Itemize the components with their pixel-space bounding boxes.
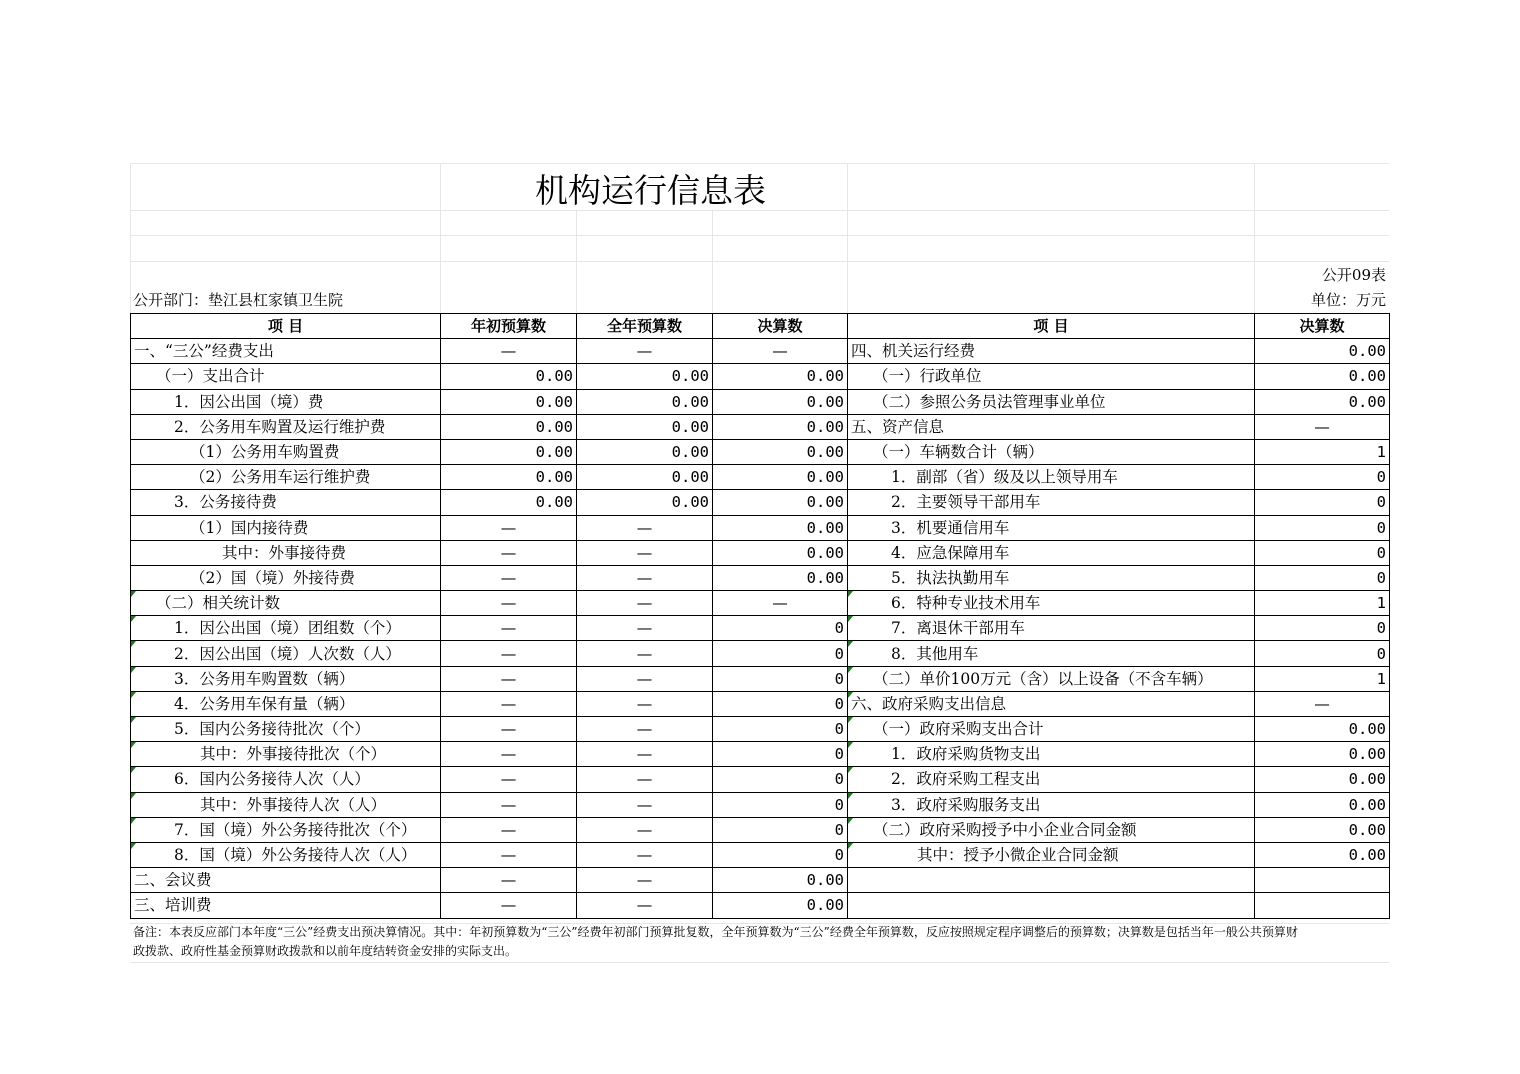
row-initial-budget: —	[441, 666, 577, 691]
row-initial-budget: 0.00	[441, 490, 577, 515]
row-annual-budget: —	[577, 540, 713, 565]
row-final: 0.00	[713, 868, 848, 893]
row-item-right: 五、资产信息	[848, 414, 1255, 439]
row-item-left: 其中：外事接待费	[131, 540, 441, 565]
row-final-right: —	[1255, 691, 1390, 716]
row-final-right: 0.00	[1255, 717, 1390, 742]
row-annual-budget: 0.00	[577, 414, 713, 439]
table-row	[131, 565, 1390, 590]
col-header-item-right: 项 目	[848, 314, 1255, 339]
row-item-right: 2．主要领导干部用车	[848, 490, 1255, 515]
row-final-right: 0	[1255, 465, 1390, 490]
row-item-left: 二、会议费	[131, 868, 441, 893]
row-final-right: 0.00	[1255, 792, 1390, 817]
row-final: 0.00	[713, 490, 848, 515]
row-item-left: 其中：外事接待人次（人）	[131, 792, 441, 817]
row-final-right: 0	[1255, 540, 1390, 565]
table-header-row	[131, 314, 1390, 339]
row-final-right: 1	[1255, 439, 1390, 464]
table-row	[131, 591, 1390, 616]
row-annual-budget: —	[577, 893, 713, 918]
row-final-right: 0.00	[1255, 339, 1390, 364]
row-final: 0.00	[713, 439, 848, 464]
row-final-right: 0.00	[1255, 817, 1390, 842]
row-item-right: 6．特种专业技术用车	[848, 591, 1255, 616]
row-item-right: 2．政府采购工程支出	[848, 767, 1255, 792]
row-initial-budget: —	[441, 540, 577, 565]
row-annual-budget: —	[577, 339, 713, 364]
table-row	[131, 540, 1390, 565]
row-initial-budget: —	[441, 717, 577, 742]
row-final-right: 1	[1255, 666, 1390, 691]
table-row	[131, 717, 1390, 742]
info-table	[130, 313, 1390, 919]
row-item-right	[848, 893, 1255, 918]
row-item-right: （二）参照公务员法管理事业单位	[848, 389, 1255, 414]
row-final-right: 0	[1255, 490, 1390, 515]
row-final: 0	[713, 717, 848, 742]
row-final-right: —	[1255, 414, 1390, 439]
row-annual-budget: —	[577, 767, 713, 792]
row-item-right: 3．政府采购服务支出	[848, 792, 1255, 817]
table-row	[131, 691, 1390, 716]
row-item-right: 1．副部（省）级及以上领导用车	[848, 465, 1255, 490]
row-item-right: 1．政府采购货物支出	[848, 742, 1255, 767]
row-initial-budget: —	[441, 339, 577, 364]
row-item-left: 3．公务用车购置数（辆）	[131, 666, 441, 691]
col-header-annual-budget: 全年预算数	[577, 314, 713, 339]
row-final-right: 0	[1255, 616, 1390, 641]
table-row	[131, 641, 1390, 666]
row-final: 0	[713, 767, 848, 792]
table-row	[131, 515, 1390, 540]
row-final: 0	[713, 817, 848, 842]
row-final-right: 0.00	[1255, 364, 1390, 389]
row-final: —	[713, 339, 848, 364]
table-row	[131, 490, 1390, 515]
row-final: 0.00	[713, 414, 848, 439]
unit-label: 单位：万元	[1310, 291, 1386, 309]
row-initial-budget: —	[441, 842, 577, 867]
row-item-left: （1）公务用车购置费	[131, 439, 441, 464]
header-grid: 机构运行信息表 公开09表 单位：万元 公开部门：垫江县杠家镇卫生院	[130, 163, 1389, 313]
row-final: 0.00	[713, 540, 848, 565]
table-number: 公开09表	[1321, 266, 1386, 284]
table-row	[131, 666, 1390, 691]
row-initial-budget: —	[441, 515, 577, 540]
row-item-left: 1．因公出国（境）费	[131, 389, 441, 414]
row-annual-budget: 0.00	[577, 389, 713, 414]
table-row	[131, 389, 1390, 414]
row-annual-budget: —	[577, 515, 713, 540]
row-item-right: （二）单价100万元（含）以上设备（不含车辆）	[848, 666, 1255, 691]
row-initial-budget: —	[441, 868, 577, 893]
row-annual-budget: —	[577, 742, 713, 767]
row-item-left: （2）公务用车运行维护费	[131, 465, 441, 490]
table-row	[131, 616, 1390, 641]
row-annual-budget: 0.00	[577, 364, 713, 389]
row-initial-budget: —	[441, 616, 577, 641]
row-initial-budget: 0.00	[441, 364, 577, 389]
row-final: 0.00	[713, 389, 848, 414]
row-final: 0.00	[713, 515, 848, 540]
row-item-right: （一）政府采购支出合计	[848, 717, 1255, 742]
row-initial-budget: —	[441, 817, 577, 842]
row-item-right: 4．应急保障用车	[848, 540, 1255, 565]
table-row	[131, 339, 1390, 364]
row-item-left: （2）国（境）外接待费	[131, 565, 441, 590]
row-item-left: 1．因公出国（境）团组数（个）	[131, 616, 441, 641]
row-final: 0	[713, 742, 848, 767]
row-item-left: （1）国内接待费	[131, 515, 441, 540]
row-final-right	[1255, 868, 1390, 893]
row-initial-budget: —	[441, 893, 577, 918]
row-annual-budget: —	[577, 641, 713, 666]
row-final-right: 0	[1255, 515, 1390, 540]
row-annual-budget: —	[577, 616, 713, 641]
row-final: 0	[713, 641, 848, 666]
row-item-right: （一）行政单位	[848, 364, 1255, 389]
col-header-item: 项 目	[131, 314, 441, 339]
row-final: 0	[713, 616, 848, 641]
row-initial-budget: 0.00	[441, 439, 577, 464]
row-item-left: 6．国内公务接待人次（人）	[131, 767, 441, 792]
row-final-right	[1255, 893, 1390, 918]
row-final: —	[713, 591, 848, 616]
row-item-left: 2．因公出国（境）人次数（人）	[131, 641, 441, 666]
col-header-final: 决算数	[713, 314, 848, 339]
table-row	[131, 465, 1390, 490]
row-annual-budget: —	[577, 792, 713, 817]
table-row	[131, 868, 1390, 893]
table-row	[131, 742, 1390, 767]
row-item-left: （一）支出合计	[131, 364, 441, 389]
row-annual-budget: —	[577, 817, 713, 842]
row-final-right: 0.00	[1255, 389, 1390, 414]
row-final-right: 0.00	[1255, 767, 1390, 792]
row-final-right: 0	[1255, 565, 1390, 590]
row-final-right: 0.00	[1255, 742, 1390, 767]
row-final: 0	[713, 792, 848, 817]
table-row	[131, 893, 1390, 918]
row-item-right: 5．执法执勤用车	[848, 565, 1255, 590]
row-annual-budget: —	[577, 842, 713, 867]
row-item-left: （二）相关统计数	[131, 591, 441, 616]
table-row	[131, 364, 1390, 389]
row-final: 0.00	[713, 893, 848, 918]
row-initial-budget: —	[441, 691, 577, 716]
row-item-right	[848, 868, 1255, 893]
row-final: 0.00	[713, 364, 848, 389]
row-initial-budget: —	[441, 591, 577, 616]
row-item-left: 一、“三公”经费支出	[131, 339, 441, 364]
row-item-left: 8．国（境）外公务接待人次（人）	[131, 842, 441, 867]
row-initial-budget: —	[441, 767, 577, 792]
row-item-right: （一）车辆数合计（辆）	[848, 439, 1255, 464]
row-item-right: 7．离退休干部用车	[848, 616, 1255, 641]
row-initial-budget: —	[441, 792, 577, 817]
row-initial-budget: 0.00	[441, 389, 577, 414]
table-row	[131, 767, 1390, 792]
note-bottom-border	[130, 962, 1389, 963]
footnote-line-1: 备注：本表反应部门本年度“三公”经费支出预决算情况。其中：年初预算数为“三公”经费年初部门预算批复数，全年预算数为“三公”经费全年预算数，反应按照规定程序调整后的预算数；决算数是包括当年一般公共预算财	[133, 925, 1298, 939]
row-item-left: 5．国内公务接待批次（个）	[131, 717, 441, 742]
row-annual-budget: —	[577, 565, 713, 590]
table-row	[131, 842, 1390, 867]
col-header-initial-budget: 年初预算数	[441, 314, 577, 339]
table-row	[131, 792, 1390, 817]
row-item-right: 六、政府采购支出信息	[848, 691, 1255, 716]
row-final: 0	[713, 666, 848, 691]
row-item-left: 三、培训费	[131, 893, 441, 918]
row-final-right: 0	[1255, 641, 1390, 666]
row-item-right: （二）政府采购授予中小企业合同金额	[848, 817, 1255, 842]
row-initial-budget: —	[441, 742, 577, 767]
row-initial-budget: 0.00	[441, 465, 577, 490]
row-annual-budget: 0.00	[577, 439, 713, 464]
row-item-right: 8．其他用车	[848, 641, 1255, 666]
row-final: 0.00	[713, 465, 848, 490]
row-final-right: 0.00	[1255, 842, 1390, 867]
row-annual-budget: —	[577, 591, 713, 616]
row-item-left: 2．公务用车购置及运行维护费	[131, 414, 441, 439]
table-row	[131, 414, 1390, 439]
row-final: 0	[713, 842, 848, 867]
row-annual-budget: —	[577, 717, 713, 742]
row-annual-budget: —	[577, 666, 713, 691]
table-row	[131, 817, 1390, 842]
row-item-left: 3．公务接待费	[131, 490, 441, 515]
department-label: 公开部门：垫江县杠家镇卫生院	[133, 291, 344, 309]
row-item-left: 4．公务用车保有量（辆）	[131, 691, 441, 716]
row-final: 0.00	[713, 565, 848, 590]
row-item-right: 其中：授予小微企业合同金额	[848, 842, 1255, 867]
row-annual-budget: 0.00	[577, 465, 713, 490]
row-initial-budget: —	[441, 565, 577, 590]
table-row	[131, 439, 1390, 464]
row-initial-budget: 0.00	[441, 414, 577, 439]
row-annual-budget: —	[577, 868, 713, 893]
row-initial-budget: —	[441, 641, 577, 666]
row-item-left: 其中：外事接待批次（个）	[131, 742, 441, 767]
row-final-right: 1	[1255, 591, 1390, 616]
col-header-final-right: 决算数	[1255, 314, 1390, 339]
row-final: 0	[713, 691, 848, 716]
row-item-left: 7．国（境）外公务接待批次（个）	[131, 817, 441, 842]
footnote-line-2: 政拨款、政府性基金预算财政拨款和以前年度结转资金安排的实际支出。	[133, 944, 518, 958]
row-annual-budget: 0.00	[577, 490, 713, 515]
row-item-right: 四、机关运行经费	[848, 339, 1255, 364]
row-item-right: 3．机要通信用车	[848, 515, 1255, 540]
row-annual-budget: —	[577, 691, 713, 716]
